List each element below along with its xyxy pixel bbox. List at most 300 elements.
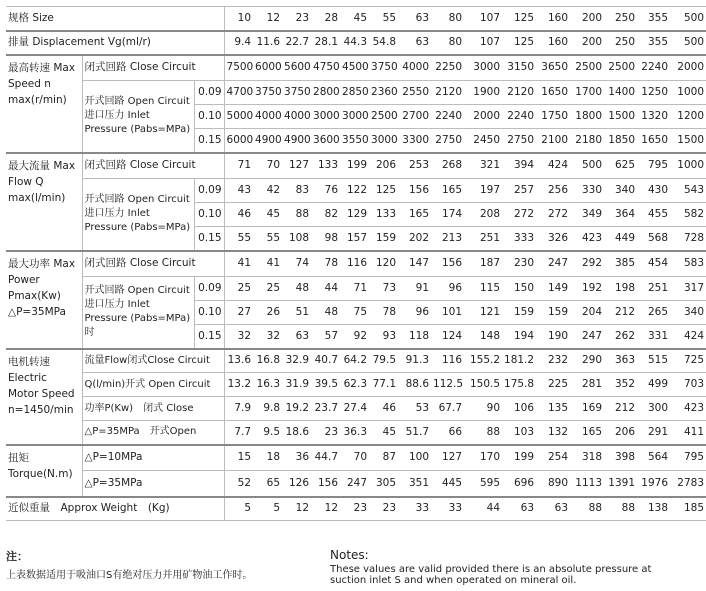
- value-cell: 394: [502, 153, 536, 179]
- value-cell: 155.2: [464, 349, 502, 373]
- value-cell: 445: [431, 471, 464, 497]
- spec-table: [6, 6, 706, 521]
- value-cell: 73: [369, 277, 398, 301]
- table-row: [6, 349, 706, 373]
- value-cell: 1976: [637, 471, 670, 497]
- value-cell: 3000: [340, 105, 369, 129]
- value-cell: 88: [464, 421, 502, 445]
- value-cell: 41: [253, 251, 282, 277]
- value-cell: 13.6: [224, 349, 253, 373]
- value-cell: 7500: [224, 55, 253, 81]
- value-cell: 253: [398, 153, 431, 179]
- value-cell: 23: [340, 497, 369, 521]
- value-cell: 54.8: [369, 31, 398, 55]
- value-cell: 18.6: [282, 421, 311, 445]
- value-cell: 423: [670, 397, 706, 421]
- value-cell: 1500: [604, 105, 637, 129]
- value-cell: 385: [604, 251, 637, 277]
- value-cell: 83: [282, 179, 311, 203]
- table-row: [6, 153, 706, 179]
- value-cell: 12: [253, 7, 282, 31]
- value-cell: 728: [670, 227, 706, 251]
- value-cell: 76: [311, 179, 340, 203]
- value-cell: 696: [502, 471, 536, 497]
- table-row: [6, 373, 706, 397]
- value-cell: 192: [570, 277, 604, 301]
- value-cell: 125: [502, 7, 536, 31]
- value-cell: 88.6: [398, 373, 431, 397]
- value-cell: 340: [670, 301, 706, 325]
- value-cell: 100: [398, 445, 431, 471]
- value-cell: 92: [340, 325, 369, 349]
- value-cell: 4750: [311, 55, 340, 81]
- value-cell: 250: [604, 31, 637, 55]
- value-cell: 28.1: [311, 31, 340, 55]
- notes-cn-title: 注：: [6, 550, 28, 563]
- value-cell: 5: [253, 497, 282, 521]
- value-cell: 2120: [502, 81, 536, 105]
- value-cell: 156: [311, 471, 340, 497]
- value-cell: 256: [536, 179, 570, 203]
- value-cell: 57: [311, 325, 340, 349]
- power-open-label: 开式回路 Open Circuit 进口压力 Inlet Pressure (Pabs=MPa)时: [82, 277, 194, 349]
- value-cell: 625: [604, 153, 637, 179]
- table-row: [6, 471, 706, 497]
- value-cell: 449: [604, 227, 637, 251]
- value-cell: 91.3: [398, 349, 431, 373]
- motor-row-label: 流量Flow闭式Close Circuit: [82, 349, 224, 373]
- value-cell: 63: [398, 31, 431, 55]
- value-cell: 90: [464, 397, 502, 421]
- table-row: [6, 251, 706, 277]
- value-cell: 156: [398, 179, 431, 203]
- spec-table-container: [6, 6, 705, 521]
- value-cell: 1900: [464, 81, 502, 105]
- value-cell: 582: [670, 203, 706, 227]
- value-cell: 127: [431, 445, 464, 471]
- value-cell: 351: [398, 471, 431, 497]
- value-cell: 101: [431, 301, 464, 325]
- value-cell: 1113: [570, 471, 604, 497]
- value-cell: 150.5: [464, 373, 502, 397]
- pressure-cell: 0.09: [194, 277, 224, 301]
- motor-row-label: 功率P(Kw) 闭式 Close: [82, 397, 224, 421]
- notes-en-text: These values are valid provided there is an absolute pressure at suction inlet S and when operated on mineral oil.: [330, 564, 652, 586]
- value-cell: 352: [604, 373, 637, 397]
- value-cell: 2120: [431, 81, 464, 105]
- notes-cn-text: 上表数据适用于吸油口S有绝对压力并用矿物油工作时。: [6, 570, 253, 581]
- value-cell: 2240: [502, 105, 536, 129]
- value-cell: 363: [604, 349, 637, 373]
- value-cell: 265: [637, 301, 670, 325]
- value-cell: 197: [464, 179, 502, 203]
- value-cell: 1320: [637, 105, 670, 129]
- motor-group-label: 电机转速 Electric Motor Speed n=1450/min: [6, 349, 82, 445]
- notes-section: [6, 548, 691, 588]
- value-cell: 499: [637, 373, 670, 397]
- value-cell: 1400: [604, 81, 637, 105]
- value-cell: 247: [570, 325, 604, 349]
- value-cell: 159: [502, 301, 536, 325]
- value-cell: 48: [311, 301, 340, 325]
- value-cell: 22.7: [282, 31, 311, 55]
- value-cell: 247: [536, 251, 570, 277]
- table-row: [6, 397, 706, 421]
- value-cell: 135: [536, 397, 570, 421]
- value-cell: 1250: [637, 81, 670, 105]
- value-cell: 41: [224, 251, 253, 277]
- value-cell: 424: [670, 325, 706, 349]
- value-cell: 33: [398, 497, 431, 521]
- value-cell: 212: [604, 397, 637, 421]
- value-cell: 564: [637, 445, 670, 471]
- value-cell: 1700: [570, 81, 604, 105]
- value-cell: 411: [670, 421, 706, 445]
- value-cell: 212: [604, 301, 637, 325]
- value-cell: 3300: [398, 129, 431, 153]
- table-row: [6, 445, 706, 471]
- value-cell: 44: [464, 497, 502, 521]
- power-closed-label: 闭式回路 Close Circuit: [82, 251, 224, 277]
- value-cell: 200: [570, 7, 604, 31]
- value-cell: 115: [464, 277, 502, 301]
- value-cell: 9.5: [253, 421, 282, 445]
- value-cell: 55: [253, 227, 282, 251]
- value-cell: 2700: [398, 105, 431, 129]
- value-cell: 71: [340, 277, 369, 301]
- value-cell: 63: [282, 325, 311, 349]
- value-cell: 78: [369, 301, 398, 325]
- torque-row-label: △P=35MPa: [82, 471, 224, 497]
- value-cell: 42: [253, 179, 282, 203]
- value-cell: 175.8: [502, 373, 536, 397]
- value-cell: 16.3: [253, 373, 282, 397]
- value-cell: 133: [311, 153, 340, 179]
- torque-row-label: △P=10MPa: [82, 445, 224, 471]
- value-cell: 165: [398, 203, 431, 227]
- value-cell: 225: [536, 373, 570, 397]
- power-group-label: 最大功率 Max Power Pmax(Kw) △P=35MPa: [6, 251, 82, 349]
- value-cell: 5000: [224, 105, 253, 129]
- value-cell: 43: [224, 179, 253, 203]
- value-cell: 160: [536, 31, 570, 55]
- value-cell: 208: [464, 203, 502, 227]
- table-row: [6, 81, 706, 105]
- value-cell: 32: [224, 325, 253, 349]
- value-cell: 10: [224, 7, 253, 31]
- value-cell: 124: [431, 325, 464, 349]
- pressure-cell: 0.15: [194, 227, 224, 251]
- value-cell: 62.3: [340, 373, 369, 397]
- value-cell: 157: [340, 227, 369, 251]
- motor-row-label: △P=35MPa 开式Open: [82, 421, 224, 445]
- value-cell: 202: [398, 227, 431, 251]
- table-row: [6, 277, 706, 301]
- displacement-label: 排量 Displacement Vg(ml/r): [6, 31, 224, 55]
- value-cell: 125: [502, 31, 536, 55]
- value-cell: 122: [340, 179, 369, 203]
- value-cell: 27: [224, 301, 253, 325]
- pressure-cell: 0.15: [194, 325, 224, 349]
- value-cell: 52: [224, 471, 253, 497]
- flow-open-label: 开式回路 Open Circuit 进口压力 Inlet Pressure (Pabs=MPa): [82, 179, 194, 251]
- table-row: [6, 497, 706, 521]
- speed-open-label: 开式回路 Open Circuit 进口压力 Inlet Pressure (Pabs=MPa): [82, 81, 194, 153]
- value-cell: 291: [637, 421, 670, 445]
- value-cell: 174: [431, 203, 464, 227]
- value-cell: 424: [536, 153, 570, 179]
- value-cell: 91: [398, 277, 431, 301]
- value-cell: 331: [637, 325, 670, 349]
- value-cell: 7.9: [224, 397, 253, 421]
- value-cell: 272: [502, 203, 536, 227]
- value-cell: 199: [340, 153, 369, 179]
- torque-group-label: 扭矩 Torque(N.m): [6, 445, 82, 497]
- value-cell: 53: [398, 397, 431, 421]
- value-cell: 2800: [311, 81, 340, 105]
- value-cell: 1650: [536, 81, 570, 105]
- value-cell: 6000: [224, 129, 253, 153]
- value-cell: 455: [637, 203, 670, 227]
- value-cell: 247: [340, 471, 369, 497]
- value-cell: 63: [398, 7, 431, 31]
- value-cell: 290: [570, 349, 604, 373]
- value-cell: 48: [282, 277, 311, 301]
- value-cell: 4900: [253, 129, 282, 153]
- value-cell: 3000: [311, 105, 340, 129]
- value-cell: 44.7: [311, 445, 340, 471]
- value-cell: 515: [637, 349, 670, 373]
- value-cell: 148: [464, 325, 502, 349]
- value-cell: 200: [570, 31, 604, 55]
- value-cell: 125: [369, 179, 398, 203]
- value-cell: 185: [670, 497, 706, 521]
- value-cell: 4000: [282, 105, 311, 129]
- value-cell: 257: [502, 179, 536, 203]
- value-cell: 4900: [282, 129, 311, 153]
- value-cell: 107: [464, 7, 502, 31]
- weight-label: 近似重量 Approx Weight (Kg): [6, 497, 224, 521]
- value-cell: 129: [340, 203, 369, 227]
- value-cell: 16.8: [253, 349, 282, 373]
- value-cell: 138: [637, 497, 670, 521]
- value-cell: 595: [464, 471, 502, 497]
- value-cell: 251: [637, 277, 670, 301]
- value-cell: 1800: [570, 105, 604, 129]
- value-cell: 251: [464, 227, 502, 251]
- value-cell: 77.1: [369, 373, 398, 397]
- value-cell: 66: [431, 421, 464, 445]
- size-label: 规格 Size: [6, 7, 224, 31]
- value-cell: 213: [431, 227, 464, 251]
- value-cell: 169: [570, 397, 604, 421]
- value-cell: 23: [311, 421, 340, 445]
- value-cell: 2240: [431, 105, 464, 129]
- value-cell: 305: [369, 471, 398, 497]
- value-cell: 32.9: [282, 349, 311, 373]
- pressure-cell: 0.10: [194, 203, 224, 227]
- value-cell: 3600: [311, 129, 340, 153]
- value-cell: 26: [253, 301, 282, 325]
- value-cell: 3750: [253, 81, 282, 105]
- value-cell: 87: [369, 445, 398, 471]
- speed-closed-label: 闭式回路 Close Circuit: [82, 55, 224, 81]
- value-cell: 149: [536, 277, 570, 301]
- value-cell: 1500: [670, 129, 706, 153]
- value-cell: 39.5: [311, 373, 340, 397]
- value-cell: 88: [604, 497, 637, 521]
- value-cell: 45: [369, 421, 398, 445]
- value-cell: 120: [369, 251, 398, 277]
- notes-en: [330, 548, 690, 586]
- value-cell: 55: [224, 227, 253, 251]
- notes-cn: [6, 548, 316, 581]
- value-cell: 4500: [340, 55, 369, 81]
- value-cell: 190: [536, 325, 570, 349]
- value-cell: 159: [369, 227, 398, 251]
- value-cell: 4000: [398, 55, 431, 81]
- value-cell: 333: [502, 227, 536, 251]
- value-cell: 118: [398, 325, 431, 349]
- value-cell: 12: [311, 497, 340, 521]
- value-cell: 98: [311, 227, 340, 251]
- value-cell: 45: [340, 7, 369, 31]
- value-cell: 292: [570, 251, 604, 277]
- value-cell: 500: [670, 7, 706, 31]
- value-cell: 204: [570, 301, 604, 325]
- value-cell: 500: [670, 31, 706, 55]
- value-cell: 23.7: [311, 397, 340, 421]
- value-cell: 543: [670, 179, 706, 203]
- value-cell: 500: [570, 153, 604, 179]
- value-cell: 3150: [502, 55, 536, 81]
- value-cell: 67.7: [431, 397, 464, 421]
- value-cell: 165: [570, 421, 604, 445]
- value-cell: 80: [431, 7, 464, 31]
- value-cell: 106: [502, 397, 536, 421]
- pressure-cell: 0.15: [194, 129, 224, 153]
- value-cell: 112.5: [431, 373, 464, 397]
- value-cell: 25: [224, 277, 253, 301]
- value-cell: 3750: [282, 81, 311, 105]
- value-cell: 430: [637, 179, 670, 203]
- value-cell: 55: [369, 7, 398, 31]
- value-cell: 187: [464, 251, 502, 277]
- value-cell: 5: [224, 497, 253, 521]
- value-cell: 51.7: [398, 421, 431, 445]
- value-cell: 423: [570, 227, 604, 251]
- value-cell: 165: [431, 179, 464, 203]
- value-cell: 703: [670, 373, 706, 397]
- table-row: [6, 55, 706, 81]
- value-cell: 326: [536, 227, 570, 251]
- value-cell: 28: [311, 7, 340, 31]
- value-cell: 13.2: [224, 373, 253, 397]
- value-cell: 355: [637, 31, 670, 55]
- value-cell: 1750: [536, 105, 570, 129]
- value-cell: 3000: [369, 129, 398, 153]
- value-cell: 103: [502, 421, 536, 445]
- value-cell: 2850: [340, 81, 369, 105]
- value-cell: 2250: [431, 55, 464, 81]
- flow-closed-label: 闭式回路 Close Circuit: [82, 153, 224, 179]
- value-cell: 795: [670, 445, 706, 471]
- value-cell: 454: [637, 251, 670, 277]
- value-cell: 198: [604, 277, 637, 301]
- value-cell: 330: [570, 179, 604, 203]
- value-cell: 206: [369, 153, 398, 179]
- value-cell: 15: [224, 445, 253, 471]
- value-cell: 6000: [253, 55, 282, 81]
- value-cell: 2500: [604, 55, 637, 81]
- value-cell: 70: [253, 153, 282, 179]
- value-cell: 890: [536, 471, 570, 497]
- value-cell: 108: [282, 227, 311, 251]
- value-cell: 181.2: [502, 349, 536, 373]
- value-cell: 1650: [637, 129, 670, 153]
- value-cell: 63: [502, 497, 536, 521]
- value-cell: 2240: [637, 55, 670, 81]
- value-cell: 2100: [536, 129, 570, 153]
- value-cell: 3750: [369, 55, 398, 81]
- value-cell: 4700: [224, 81, 253, 105]
- value-cell: 268: [431, 153, 464, 179]
- value-cell: 18: [253, 445, 282, 471]
- motor-row-label: Q(l/min)开式 Open Circuit: [82, 373, 224, 397]
- value-cell: 65: [253, 471, 282, 497]
- value-cell: 5600: [282, 55, 311, 81]
- value-cell: 318: [570, 445, 604, 471]
- value-cell: 88: [282, 203, 311, 227]
- value-cell: 170: [464, 445, 502, 471]
- value-cell: 19.2: [282, 397, 311, 421]
- value-cell: 300: [637, 397, 670, 421]
- value-cell: 1000: [670, 81, 706, 105]
- value-cell: 1200: [670, 105, 706, 129]
- value-cell: 150: [502, 277, 536, 301]
- pressure-cell: 0.09: [194, 81, 224, 105]
- value-cell: 23: [282, 7, 311, 31]
- value-cell: 12: [282, 497, 311, 521]
- value-cell: 7.7: [224, 421, 253, 445]
- value-cell: 349: [570, 203, 604, 227]
- value-cell: 583: [670, 251, 706, 277]
- pressure-cell: 0.09: [194, 179, 224, 203]
- value-cell: 46: [224, 203, 253, 227]
- table-row: [6, 31, 706, 55]
- table-row: [6, 7, 706, 31]
- value-cell: 9.8: [253, 397, 282, 421]
- value-cell: 281: [570, 373, 604, 397]
- value-cell: 568: [637, 227, 670, 251]
- value-cell: 36: [282, 445, 311, 471]
- value-cell: 317: [670, 277, 706, 301]
- value-cell: 206: [604, 421, 637, 445]
- value-cell: 96: [431, 277, 464, 301]
- value-cell: 9.4: [224, 31, 253, 55]
- value-cell: 75: [340, 301, 369, 325]
- value-cell: 272: [536, 203, 570, 227]
- value-cell: 254: [536, 445, 570, 471]
- value-cell: 33: [431, 497, 464, 521]
- value-cell: 1000: [670, 153, 706, 179]
- value-cell: 2360: [369, 81, 398, 105]
- value-cell: 147: [398, 251, 431, 277]
- value-cell: 25: [253, 277, 282, 301]
- value-cell: 27.4: [340, 397, 369, 421]
- value-cell: 40.7: [311, 349, 340, 373]
- value-cell: 11.6: [253, 31, 282, 55]
